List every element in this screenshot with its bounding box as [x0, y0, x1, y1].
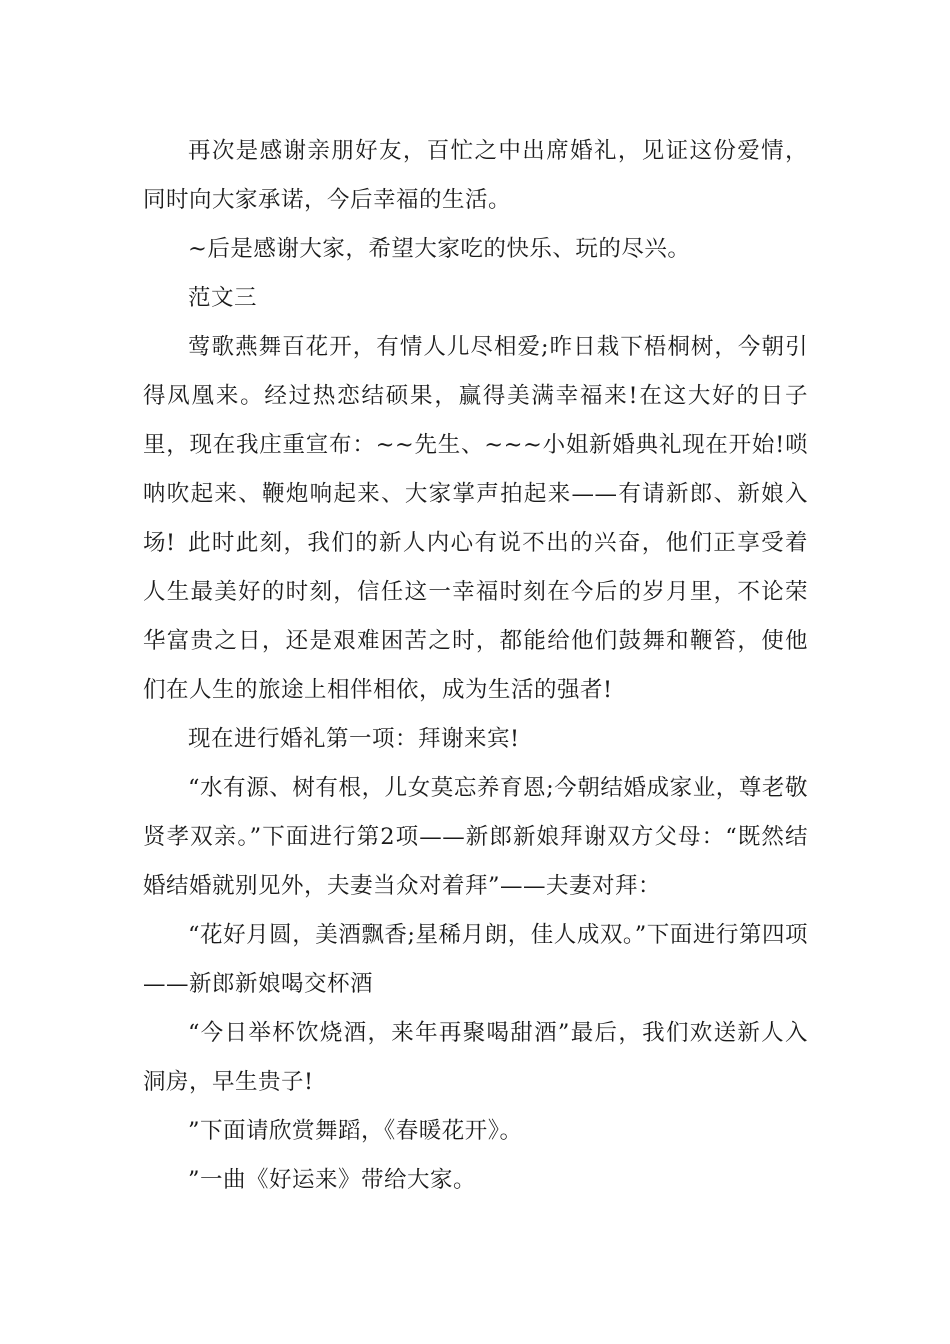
paragraph-farewell: “今日举杯饮烧酒，来年再聚喝甜酒”最后，我们欢送新人入洞房，早生贵子!	[143, 1020, 808, 1095]
paragraph-song: ”一曲《好运来》带给大家。	[188, 1167, 477, 1193]
paragraph-item-two: “水有源、树有根，儿女莫忘养育恩;今朝结婚成家业，尊老敬贤孝双亲。”下面进行第2项——新郎新娘拜谢双方父母：“既然结婚结婚就别见外，夫妻当众对着拜”——夫妻对拜：	[143, 775, 808, 899]
paragraph-this-moment: 此时此刻，我们的新人内心有说不出的兴奋，他们正享受着人生最美好的时刻，信任这一幸福时刻在今后的岁月里，不论荣华富贵之日，还是艰难困苦之时，都能给他们鼓舞和鞭笞，使他们在人生的旅途上相伴相依，成为生活的强者!	[143, 530, 808, 703]
section-heading: 范文三	[188, 285, 258, 311]
paragraph-thanks-friends: 再次是感谢亲朋好友，百忙之中出席婚礼，见证这份爱情，同时向大家承诺，今后幸福的生活。	[143, 138, 808, 213]
paragraph-item-four: “花好月圆，美酒飘香;星稀月朗，佳人成双。”下面进行第四项——新郎新娘喝交杯酒	[143, 922, 808, 997]
paragraph-opening: 莺歌燕舞百花开，有情人儿尽相爱;昨日栽下梧桐树，今朝引得凤凰来。经过热恋结硕果，赢得美满幸福来!在这大好的日子里，现在我庄重宣布：~~先生、~~~小姐新婚典礼现在开始!唢呐吹起来、鞭炮响起来、大家掌声拍起来——有请新郎、新娘入场!	[143, 334, 808, 556]
paragraph-dance: ”下面请欣赏舞蹈，《春暖花开》。	[188, 1118, 523, 1144]
paragraph-item-one: 现在进行婚礼第一项：拜谢来宾!	[188, 726, 520, 752]
paragraph-thanks-everyone: ~后是感谢大家，希望大家吃的快乐、玩的尽兴。	[188, 236, 691, 262]
